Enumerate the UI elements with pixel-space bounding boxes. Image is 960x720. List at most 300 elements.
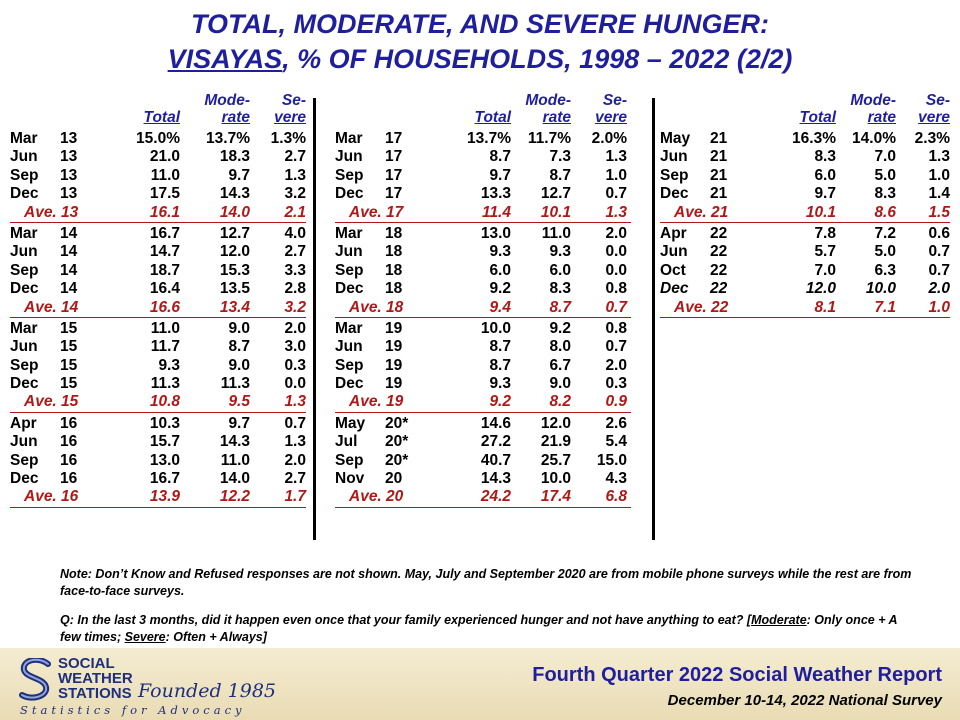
average-row [10, 488, 306, 507]
moderate-value: 8.7 [549, 166, 571, 184]
moderate-value: 12.7 [219, 224, 250, 242]
severe-value: 1.3% [270, 130, 306, 147]
row-period: Oct [660, 261, 686, 279]
header-severe: Se- [925, 92, 950, 109]
table-row [10, 185, 306, 203]
row-period: Nov [335, 470, 365, 488]
severe-value: 0.8 [605, 319, 627, 337]
moderate-value: 14.3 [219, 185, 250, 203]
severe-value: 2.0 [928, 280, 950, 298]
moderate-value: 12.0 [540, 414, 571, 432]
row-year: 14 [60, 261, 78, 279]
header-moderate: rate [221, 109, 250, 126]
severe-value: 3.2 [284, 298, 306, 316]
column-header [335, 92, 631, 130]
row-period: Apr [660, 224, 687, 242]
row-period: Mar [335, 130, 363, 147]
row-period: Sep [335, 261, 364, 279]
total-value: 13.7% [467, 130, 511, 147]
row-period: Dec [335, 185, 364, 203]
header-total: Total [474, 109, 511, 126]
row-period: Jun [10, 148, 38, 166]
total-value: 7.8 [814, 224, 836, 242]
row-period: Dec [660, 185, 689, 203]
total-value: 14.7 [149, 243, 180, 261]
severe-value: 3.0 [284, 338, 306, 356]
severe-value: 1.4 [928, 185, 950, 203]
column-header [10, 92, 306, 130]
total-value: 6.0 [489, 261, 511, 279]
moderate-value: 9.0 [549, 375, 571, 393]
row-year: 21 [710, 185, 728, 203]
severe-value: 0.3 [284, 356, 306, 374]
row-period: May [660, 130, 691, 147]
table-row [660, 262, 950, 280]
table-row [10, 375, 306, 393]
row-year: 21 [710, 148, 728, 166]
moderate-value: 13.4 [219, 298, 250, 316]
moderate-value: 25.7 [540, 451, 571, 469]
severe-value: 1.5 [928, 203, 950, 221]
total-value: 9.2 [489, 393, 511, 411]
table-row [10, 167, 306, 185]
row-period: Sep [10, 261, 39, 279]
total-value: 15.0% [136, 130, 180, 147]
table-row [660, 280, 950, 298]
table-row [335, 375, 631, 393]
total-value: 10.8 [149, 393, 180, 411]
table-row [335, 320, 631, 338]
table-row [10, 243, 306, 261]
row-year: 16 [60, 414, 78, 432]
question-prefix: Q: In the last 3 months, did it happen even once that your family experienced hunger and not have anything to eat? [ [60, 613, 752, 627]
total-value: 5.7 [814, 243, 836, 261]
row-year: 20* [385, 433, 409, 451]
total-value: 14.3 [480, 470, 511, 488]
note-text: Note: Don’t Know and Refused responses are not shown. May, July and September 2020 are from mobile phone surveys while the rest are from face-to-face surveys. [60, 567, 912, 598]
moderate-value: 13.7% [206, 130, 250, 147]
header-severe: vere [274, 109, 306, 126]
row-year: 21 [710, 130, 728, 147]
total-value: 13.3 [480, 185, 511, 203]
table-row [335, 433, 631, 451]
average-row [660, 204, 950, 223]
total-value: 14.6 [480, 414, 511, 432]
severe-value: 2.0% [591, 130, 627, 147]
total-value: 10.3 [149, 414, 180, 432]
average-row [335, 488, 631, 507]
row-year: 20* [385, 414, 409, 432]
total-value: 18.7 [149, 261, 180, 279]
row-period: Dec [10, 470, 39, 488]
row-year: 18 [385, 243, 403, 261]
row-period: Jun [10, 338, 38, 356]
total-value: 21.0 [149, 148, 180, 166]
severe-value: 4.0 [284, 224, 306, 242]
moderate-value: 8.2 [549, 393, 571, 411]
total-value: 8.7 [489, 356, 511, 374]
row-year: 13 [60, 148, 78, 166]
row-period: Mar [10, 224, 38, 242]
moderate-value: 11.7% [527, 130, 571, 147]
severe-value: 2.7 [284, 148, 306, 166]
moderate-value: 12.0 [219, 243, 250, 261]
table-row [10, 470, 306, 488]
report-title: Fourth Quarter 2022 Social Weather Report [532, 664, 942, 686]
sws-logo-icon [18, 658, 52, 702]
row-year: 15 [60, 338, 78, 356]
severe-value: 5.4 [605, 433, 627, 451]
total-value: 11.0 [150, 166, 180, 184]
row-year: 14 [60, 224, 78, 242]
row-period: Jul [335, 433, 358, 451]
total-value: 8.7 [489, 338, 511, 356]
row-period: Sep [10, 451, 39, 469]
row-period: Ave. 15 [24, 393, 79, 411]
moderate-value: 5.0 [874, 166, 896, 184]
total-value: 11.3 [150, 375, 180, 393]
table-row [10, 415, 306, 433]
logo-line: STATIONS [58, 685, 132, 702]
severe-value: 1.3 [605, 203, 627, 221]
severe-value: 15.0 [596, 451, 627, 469]
average-row [335, 393, 631, 412]
row-period: Ave. 14 [24, 298, 79, 316]
motto-text: Statistics for Advocacy [20, 703, 246, 717]
moderate-value: 10.1 [540, 203, 571, 221]
row-period: Ave. 22 [674, 298, 729, 316]
row-period: Mar [335, 224, 363, 242]
table-row [10, 357, 306, 375]
header-severe: Se- [602, 92, 627, 109]
moderate-value: 9.0 [228, 356, 250, 374]
row-period: Dec [335, 280, 364, 298]
row-year: 22 [710, 243, 728, 261]
moderate-value: 8.0 [549, 338, 571, 356]
row-year: 14 [60, 280, 78, 298]
row-period: Ave. 19 [349, 393, 404, 411]
header-moderate: Mode- [525, 92, 571, 109]
table-row [10, 130, 306, 148]
row-period: Ave. 18 [349, 298, 404, 316]
severe-value: 2.8 [284, 280, 306, 298]
header-moderate: Mode- [204, 92, 250, 109]
severe-value: 1.3 [284, 393, 306, 411]
average-row [660, 299, 950, 318]
total-value: 16.6 [149, 298, 180, 316]
sws-logo-text [58, 656, 133, 701]
page-title-line1: TOTAL, MODERATE, AND SEVERE HUNGER: [190, 9, 770, 39]
column-divider [652, 98, 655, 540]
severe-value: 3.2 [284, 185, 306, 203]
table-row [335, 470, 631, 488]
average-row [10, 299, 306, 318]
row-year: 18 [385, 261, 403, 279]
row-year: 17 [385, 185, 403, 203]
total-value: 40.7 [480, 451, 511, 469]
table-row [660, 167, 950, 185]
header-moderate: Mode- [850, 92, 896, 109]
table-row [660, 185, 950, 203]
total-value: 7.0 [814, 261, 836, 279]
table-row [335, 262, 631, 280]
total-value: 16.4 [149, 280, 180, 298]
row-period: Sep [660, 166, 689, 184]
column-header [660, 92, 950, 130]
total-value: 9.3 [489, 243, 511, 261]
moderate-value: 10.0 [540, 470, 571, 488]
moderate-value: 7.0 [874, 148, 896, 166]
severe-value: 0.8 [605, 280, 627, 298]
row-year: 19 [385, 375, 403, 393]
total-value: 11.7 [150, 338, 180, 356]
row-year: 17 [385, 166, 403, 184]
total-value: 13.9 [149, 488, 180, 506]
moderate-value: 9.7 [228, 166, 250, 184]
report-subtitle: December 10-14, 2022 National Survey [667, 692, 942, 709]
row-period: Jun [335, 338, 363, 356]
table-row [335, 167, 631, 185]
table-row [335, 130, 631, 148]
total-value: 9.2 [489, 280, 511, 298]
table-row [335, 415, 631, 433]
severe-value: 1.7 [284, 488, 306, 506]
severe-value: 2.7 [284, 243, 306, 261]
severe-value: 0.9 [605, 393, 627, 411]
table-row [660, 243, 950, 261]
table-row [10, 225, 306, 243]
moderate-value: 9.7 [228, 414, 250, 432]
row-year: 14 [60, 243, 78, 261]
column-divider [313, 98, 316, 540]
severe-value: 0.6 [928, 224, 950, 242]
severe-value: 3.3 [284, 261, 306, 279]
row-year: 15 [60, 319, 78, 337]
table-row [10, 452, 306, 470]
moderate-value: 14.0 [219, 203, 250, 221]
severe-value: 0.7 [284, 414, 306, 432]
row-period: Jun [660, 243, 688, 261]
severe-value: 0.0 [284, 375, 306, 393]
severe-value: 2.3% [914, 130, 950, 147]
question-mid: : Only once + A few times; [60, 613, 898, 644]
severe-value: 1.0 [928, 298, 950, 316]
total-value: 8.3 [814, 148, 836, 166]
total-value: 9.4 [489, 298, 511, 316]
moderate-value: 6.0 [549, 261, 571, 279]
moderate-value: 11.3 [220, 375, 250, 393]
header-total: Total [799, 109, 836, 126]
total-value: 6.0 [814, 166, 836, 184]
table-row [10, 148, 306, 166]
row-year: 16 [60, 470, 78, 488]
table-row [10, 262, 306, 280]
moderate-value: 12.7 [540, 185, 571, 203]
table-row [660, 148, 950, 166]
severe-value: 2.0 [605, 356, 627, 374]
moderate-value: 14.0% [852, 130, 896, 147]
region-name: VISAYAS [167, 44, 283, 74]
header-severe: Se- [281, 92, 306, 109]
header-moderate: rate [542, 109, 571, 126]
row-period: Sep [10, 166, 39, 184]
row-year: 15 [60, 375, 78, 393]
average-row [10, 204, 306, 223]
question-severe: Severe [124, 630, 166, 644]
row-period: Dec [10, 185, 39, 203]
moderate-value: 21.9 [540, 433, 571, 451]
moderate-value: 17.4 [540, 488, 571, 506]
average-row [335, 204, 631, 223]
row-year: 19 [385, 356, 403, 374]
row-period: Ave. 16 [24, 488, 79, 506]
moderate-value: 9.0 [228, 319, 250, 337]
table-column-2017-2020 [335, 92, 631, 508]
header-total: Total [143, 109, 180, 126]
row-year: 19 [385, 319, 403, 337]
moderate-value: 7.1 [874, 298, 896, 316]
row-year: 13 [60, 166, 78, 184]
severe-value: 0.7 [605, 338, 627, 356]
row-year: 18 [385, 224, 403, 242]
moderate-value: 8.6 [874, 203, 896, 221]
table-row [335, 148, 631, 166]
row-period: Dec [10, 375, 39, 393]
row-period: May [335, 414, 366, 432]
header-severe: vere [918, 109, 950, 126]
header-severe: vere [595, 109, 627, 126]
moderate-value: 9.5 [228, 393, 250, 411]
table-row [335, 338, 631, 356]
average-row [335, 299, 631, 318]
header-moderate: rate [867, 109, 896, 126]
table-row [335, 357, 631, 375]
row-year: 20* [385, 451, 409, 469]
table-row [10, 433, 306, 451]
row-period: Jun [660, 148, 688, 166]
moderate-value: 7.2 [874, 224, 896, 242]
row-year: 22 [710, 224, 728, 242]
moderate-value: 13.5 [219, 280, 250, 298]
row-period: Ave. 20 [349, 488, 404, 506]
total-value: 16.7 [149, 224, 180, 242]
average-row [10, 393, 306, 412]
severe-value: 1.3 [284, 433, 306, 451]
row-period: Sep [335, 451, 364, 469]
moderate-value: 14.3 [219, 433, 250, 451]
moderate-value: 8.7 [549, 298, 571, 316]
severe-value: 2.0 [605, 224, 627, 242]
moderate-value: 18.3 [219, 148, 250, 166]
severe-value: 1.3 [605, 148, 627, 166]
row-period: Jun [10, 433, 38, 451]
total-value: 9.3 [158, 356, 180, 374]
title-rest: , % OF HOUSEHOLDS, 1998 – 2022 (2/2) [282, 44, 793, 74]
table-row [335, 452, 631, 470]
moderate-value: 5.0 [874, 243, 896, 261]
moderate-value: 11.0 [541, 224, 571, 242]
row-period: Dec [335, 375, 364, 393]
row-year: 16 [60, 433, 78, 451]
total-value: 10.1 [805, 203, 836, 221]
question-text [60, 612, 920, 646]
total-value: 24.2 [480, 488, 511, 506]
row-year: 15 [60, 356, 78, 374]
total-value: 15.7 [149, 433, 180, 451]
severe-value: 1.3 [928, 148, 950, 166]
table-row [335, 243, 631, 261]
row-period: Sep [335, 166, 364, 184]
row-year: 22 [710, 280, 728, 298]
row-period: Mar [10, 130, 38, 147]
total-value: 13.0 [480, 224, 511, 242]
severe-value: 2.0 [284, 451, 306, 469]
severe-value: 0.7 [605, 185, 627, 203]
total-value: 12.0 [805, 280, 836, 298]
moderate-value: 11.0 [220, 451, 250, 469]
row-period: Ave. 17 [349, 203, 404, 221]
moderate-value: 9.3 [549, 243, 571, 261]
moderate-value: 10.0 [865, 280, 896, 298]
moderate-value: 6.7 [549, 356, 571, 374]
row-year: 13 [60, 185, 78, 203]
total-value: 9.7 [489, 166, 511, 184]
total-value: 16.7 [149, 470, 180, 488]
severe-value: 6.8 [605, 488, 627, 506]
severe-value: 1.0 [605, 166, 627, 184]
severe-value: 1.0 [928, 166, 950, 184]
row-year: 13 [60, 130, 78, 147]
total-value: 17.5 [149, 185, 180, 203]
total-value: 8.1 [814, 298, 836, 316]
total-value: 13.0 [149, 451, 180, 469]
table-row [10, 320, 306, 338]
moderate-value: 12.2 [219, 488, 250, 506]
total-value: 11.0 [150, 319, 180, 337]
logo-line: SOCIAL [58, 655, 115, 672]
total-value: 16.1 [149, 203, 180, 221]
table-row [10, 280, 306, 298]
moderate-value: 6.3 [874, 261, 896, 279]
moderate-value: 14.0 [219, 470, 250, 488]
severe-value: 2.7 [284, 470, 306, 488]
table-row [335, 225, 631, 243]
severe-value: 4.3 [605, 470, 627, 488]
row-period: Jun [335, 148, 363, 166]
moderate-value: 8.3 [549, 280, 571, 298]
total-value: 16.3% [792, 130, 836, 147]
moderate-value: 15.3 [219, 261, 250, 279]
table-column-2013-2016 [10, 92, 306, 508]
moderate-value: 8.3 [874, 185, 896, 203]
row-year: 20 [385, 470, 403, 488]
total-value: 9.3 [489, 375, 511, 393]
row-period: Jun [10, 243, 38, 261]
total-value: 10.0 [480, 319, 511, 337]
row-period: Ave. 13 [24, 203, 79, 221]
total-value: 11.4 [481, 203, 511, 221]
row-year: 19 [385, 338, 403, 356]
row-period: Ave. 21 [674, 203, 729, 221]
table-row [660, 130, 950, 148]
row-period: Apr [10, 414, 37, 432]
severe-value: 0.3 [605, 375, 627, 393]
row-period: Sep [10, 356, 39, 374]
logo-line: WEATHER [58, 670, 133, 687]
row-period: Dec [660, 280, 689, 298]
row-period: Mar [335, 319, 363, 337]
severe-value: 0.0 [605, 243, 627, 261]
